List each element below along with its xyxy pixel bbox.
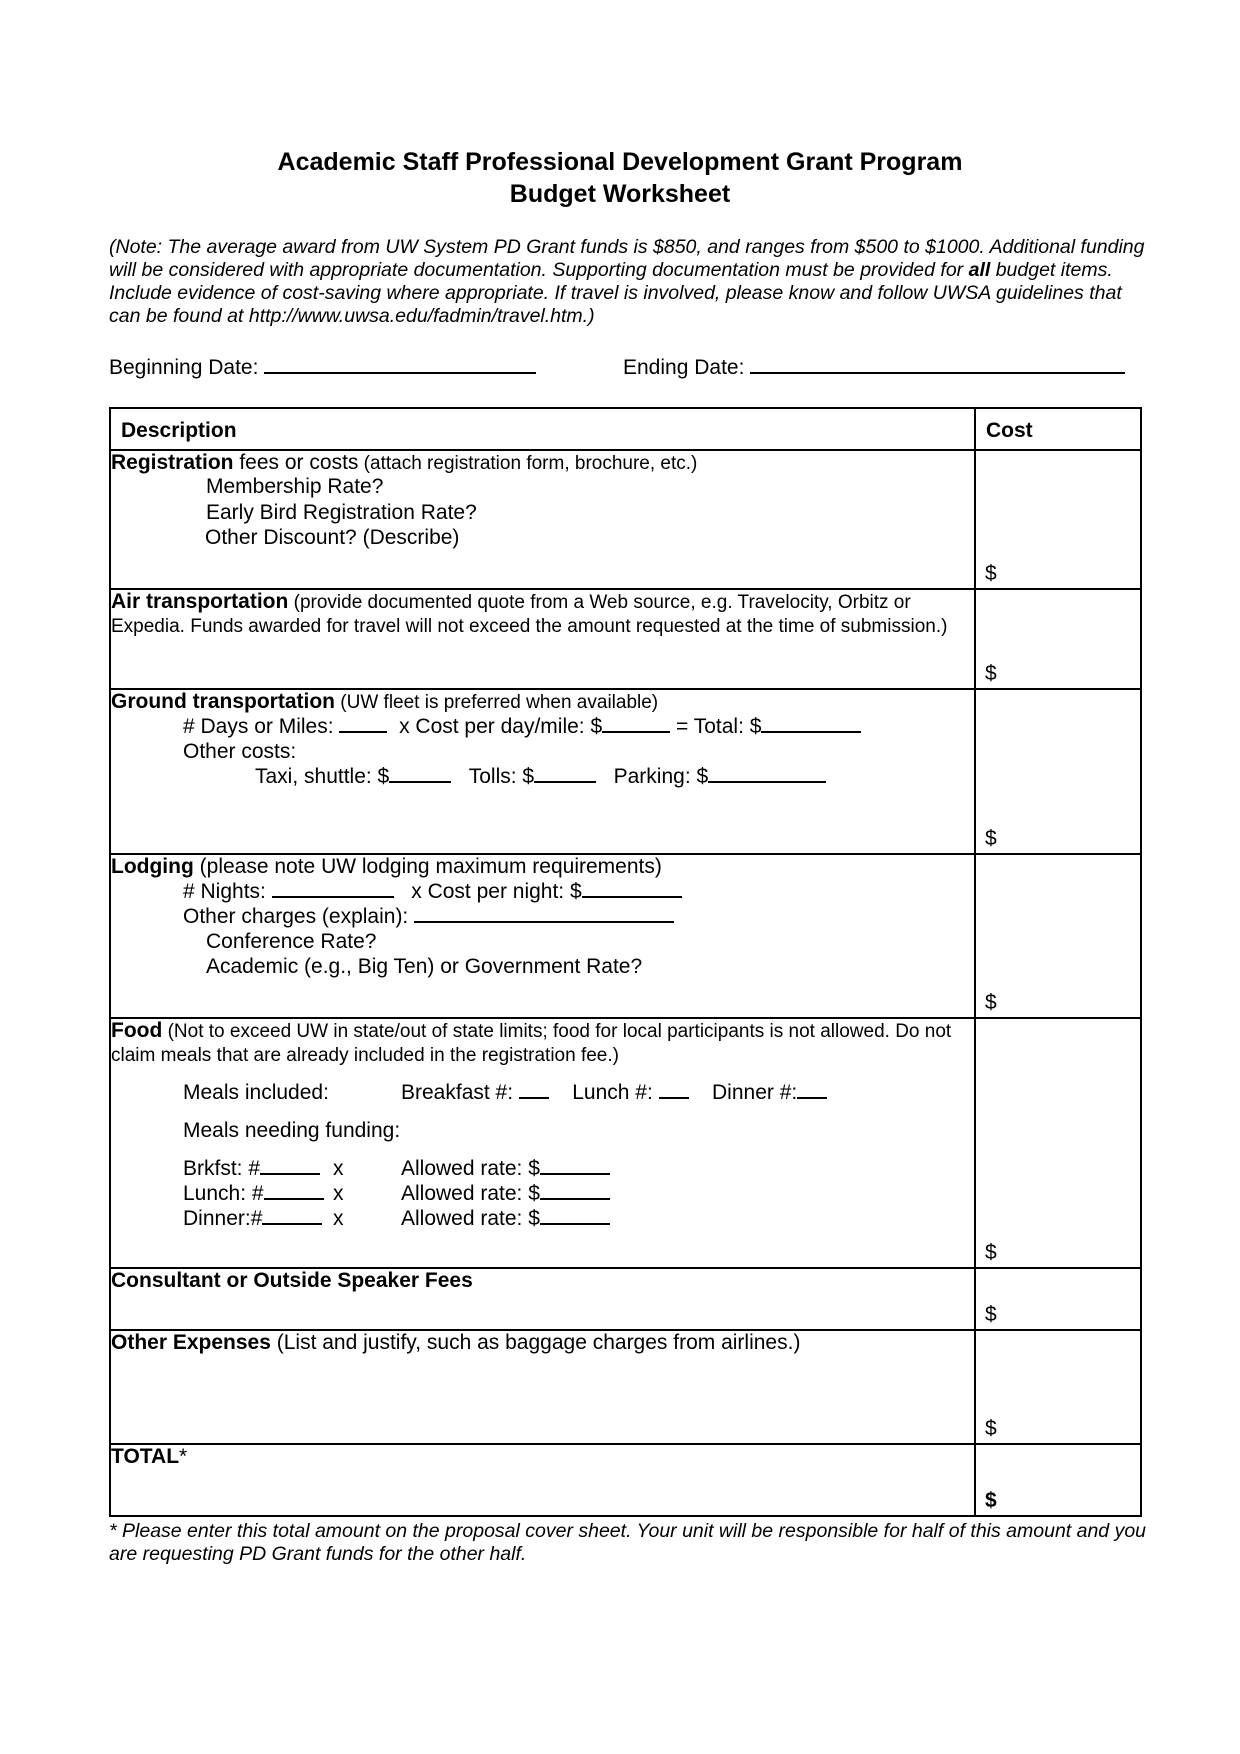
cost-header: Cost (975, 408, 1141, 450)
page-title: Academic Staff Professional Development Grant Program (277, 148, 963, 176)
other-expenses-cost[interactable]: $ (975, 1330, 1141, 1444)
dinner-count-line[interactable] (262, 1223, 322, 1225)
beginning-date-label: Beginning Date: (109, 356, 259, 379)
note-emphasis: all (968, 259, 991, 281)
other-discount-text: Other Discount? (Describe) (205, 526, 460, 549)
registration-description: Registration fees or costs (attach registration form, brochure, etc.) Membership Rate? Early Bird Registration Rate? Other Discount? (Describe) (110, 450, 975, 589)
dinner-count-label: Dinner:# (183, 1207, 263, 1230)
food-description: Food (Not to exceed UW in state/out of state limits; food for local participants is not allowed. Do not claim meals that are already included in the registration fee.) Meals included: Breakfast #: Lunch #: Dinner #: Meals needing funding: Brkfst: # x Allowed rate: $ Lunch: # x Allowed rate: $ Dinner:# x Allowed rate: $ (110, 1018, 975, 1268)
meals-included-label: Meals included: (183, 1081, 329, 1104)
lunch-count-line[interactable] (264, 1198, 324, 1200)
other-expenses-description: Other Expenses (List and justify, such as baggage charges from airlines.) (110, 1330, 975, 1444)
early-bird-text: Early Bird Registration Rate? (206, 501, 477, 524)
ground-total-line[interactable] (761, 731, 861, 733)
lodging-heading: Lodging (111, 855, 194, 878)
ground-row (110, 689, 1141, 854)
days-miles-label: # Days or Miles: (183, 715, 334, 738)
air-row (110, 589, 1141, 689)
tolls-label: Tolls: $ (468, 765, 535, 788)
ground-cost[interactable]: $ (975, 689, 1141, 854)
meals-needing-label: Meals needing funding: (183, 1119, 401, 1142)
registration-heading: Registration (111, 451, 234, 474)
other-expenses-heading: Other Expenses (111, 1331, 271, 1354)
other-expenses-row (110, 1330, 1141, 1444)
total-row (110, 1444, 1141, 1516)
lodging-row (110, 854, 1141, 1018)
registration-cost[interactable]: $ (975, 450, 1141, 589)
consultant-heading: Consultant or Outside Speaker Fees (111, 1269, 473, 1292)
tolls-line[interactable] (534, 781, 596, 783)
conference-rate-text: Conference Rate? (206, 930, 377, 953)
lodging-description: Lodging (please note UW lodging maximum requirements) # Nights: x Cost per night: $ Other charges (explain): Conference Rate? Academic (e.g., Big Ten) or Government Rate? (110, 854, 975, 1018)
consultant-cost[interactable]: $ (975, 1268, 1141, 1330)
registration-row (110, 450, 1141, 589)
lunch-rate-line[interactable] (540, 1198, 610, 1200)
parking-label: Parking: $ (613, 765, 709, 788)
cost-per-day-label: x Cost per day/mile: $ (399, 715, 603, 738)
other-costs-label: Other costs: (183, 740, 297, 763)
brkfst-rate-line[interactable] (540, 1173, 610, 1175)
nights-label: # Nights: (183, 880, 266, 903)
total-cost[interactable]: $ (975, 1444, 1141, 1516)
ground-total-label: = Total: $ (676, 715, 762, 738)
lunch-rate-label: Allowed rate: $ (401, 1182, 540, 1205)
lunch-count-label: Lunch: # (183, 1182, 264, 1205)
table-header-row (110, 408, 1141, 450)
taxi-line[interactable] (389, 781, 451, 783)
page-subtitle: Budget Worksheet (509, 180, 731, 208)
dinner-rate-label: Allowed rate: $ (401, 1207, 540, 1230)
lodging-cost[interactable]: $ (975, 854, 1141, 1018)
total-description: TOTAL* (110, 1444, 975, 1516)
lunch-line[interactable] (659, 1097, 689, 1099)
days-miles-line[interactable] (339, 731, 387, 733)
brkfst-count-label: Brkfst: # (183, 1157, 261, 1180)
cost-per-day-line[interactable] (602, 731, 670, 733)
lunch-label: Lunch #: (572, 1081, 653, 1104)
ground-description: Ground transportation (UW fleet is preferred when available) # Days or Miles: x Cost per day/mile: $ = Total: $ Other costs: Taxi, shuttle: $ Tolls: $ Parking: $ (110, 689, 975, 854)
air-description: Air transportation (provide documented quote from a Web source, e.g. Travelocity, Orbitz or Expedia. Funds awarded for travel will not exceed the amount requested at the time of submission.) (110, 589, 975, 689)
dinner-line[interactable] (797, 1097, 827, 1099)
dinner-label: Dinner #: (712, 1081, 798, 1104)
food-heading: Food (111, 1019, 163, 1042)
budget-table (109, 407, 1142, 1517)
other-charges-label: Other charges (explain): (183, 905, 409, 928)
air-cost[interactable]: $ (975, 589, 1141, 689)
membership-rate-text: Membership Rate? (206, 475, 384, 498)
other-charges-line[interactable] (414, 921, 674, 923)
beginning-date-field (109, 356, 536, 380)
ending-date-label: Ending Date: (623, 356, 745, 379)
ground-heading: Ground transportation (111, 690, 335, 713)
cost-per-night-line[interactable] (582, 896, 682, 898)
note-text-cont: budget items. Include evidence of cost-saving where appropriate. If travel is involved, please know and follow UWSA guidelines that can be found at http://www.uwsa.edu/fadmin/travel.htm.) (109, 259, 1122, 327)
ending-date-line[interactable] (750, 372, 1125, 374)
breakfast-label: Breakfast #: (401, 1081, 514, 1104)
cost-per-night-label: x Cost per night: $ (411, 880, 582, 903)
food-cost[interactable]: $ (975, 1018, 1141, 1268)
description-header: Description (110, 408, 975, 450)
dinner-rate-line[interactable] (540, 1223, 610, 1225)
note-text: (Note: The average award from UW System PD Grant funds is $850, and ranges from $500 to $1000. Additional funding will be considered with appropriate documentation. Supporting documentation must be provided for (109, 236, 1145, 281)
academic-rate-text: Academic (e.g., Big Ten) or Government Rate? (206, 955, 643, 978)
beginning-date-line[interactable] (264, 372, 536, 374)
nights-line[interactable] (272, 896, 394, 898)
consultant-description (110, 1268, 975, 1330)
note-paragraph (109, 236, 1149, 328)
taxi-label: Taxi, shuttle: $ (255, 765, 390, 788)
parking-line[interactable] (708, 781, 826, 783)
brkfst-count-line[interactable] (260, 1173, 320, 1175)
footnote: * Please enter this total amount on the proposal cover sheet. Your unit will be responsible for half of this amount and you are requesting PD Grant funds for the other half. (109, 1520, 1147, 1565)
total-heading: TOTAL (111, 1445, 180, 1468)
breakfast-line[interactable] (519, 1097, 549, 1099)
consultant-row (110, 1268, 1141, 1330)
air-heading: Air transportation (111, 590, 289, 613)
food-row (110, 1018, 1141, 1268)
ending-date-field (623, 356, 1125, 380)
brkfst-rate-label: Allowed rate: $ (401, 1157, 540, 1180)
